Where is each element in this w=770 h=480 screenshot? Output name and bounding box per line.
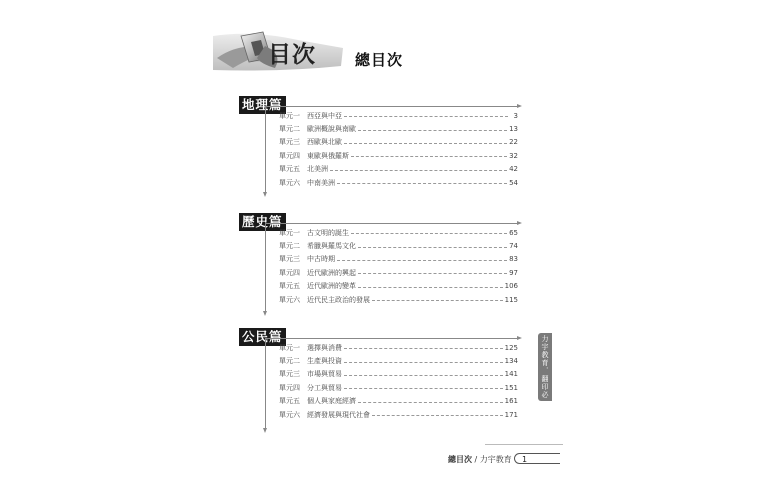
unit-page: 141 [504,370,518,379]
unit-page: 54 [509,178,518,187]
leader-dots [344,362,503,363]
unit-page: 161 [504,397,518,406]
leader-dots [344,348,503,349]
leader-dots [351,156,507,157]
leader-dots [372,300,503,301]
unit-title: 古文明的誕生 [307,228,349,237]
unit-number: 單元五 [279,282,300,291]
leader-dots [337,183,507,184]
unit-page: 3 [513,111,518,120]
toc-entry[interactable] [279,163,518,176]
unit-number: 單元四 [279,268,300,277]
unit-title: 中南美洲 [307,178,335,187]
unit-number: 單元六 [279,295,300,304]
unit-title: 西歐與北歐 [307,138,342,147]
leader-dots [344,116,508,117]
toc-entry[interactable] [279,341,518,354]
footer-label [448,454,512,465]
unit-number: 單元二 [279,125,300,134]
section-rule [265,223,519,224]
leader-dots [358,273,507,274]
unit-number: 單元三 [279,138,300,147]
unit-number: 單元一 [279,228,300,237]
toc-entry[interactable] [279,253,518,266]
unit-title: 近代民主政治的發展 [307,295,370,304]
unit-page: 22 [509,138,518,147]
leader-dots [330,170,507,171]
footer-rule [485,444,563,445]
leader-dots [358,130,507,131]
page-title: 總目次 [355,51,404,69]
unit-number: 單元四 [279,383,300,392]
unit-number: 單元一 [279,111,300,120]
unit-list [279,226,518,306]
unit-list [279,109,518,189]
unit-title: 市場與貿易 [307,370,342,379]
unit-title: 選擇與消費 [307,343,342,352]
toc-entry[interactable] [279,280,518,293]
unit-page: 125 [504,343,518,352]
leader-dots [344,143,507,144]
unit-page: 42 [509,165,518,174]
toc-entry[interactable] [279,293,518,306]
unit-number: 單元四 [279,151,300,160]
unit-page: 97 [509,268,518,277]
unit-list [279,341,518,421]
section-title: 公民篇 [239,328,286,346]
toc-entry[interactable] [279,239,518,252]
toc-entry[interactable] [279,109,518,122]
toc-entry[interactable] [279,122,518,135]
page-number: 1 [514,453,560,464]
unit-title: 西亞與中亞 [307,111,342,120]
unit-title: 近代歐洲的興起 [307,268,356,277]
leader-dots [351,233,507,234]
unit-page: 106 [504,282,518,291]
toc-entry[interactable] [279,408,518,421]
section-rule [265,106,519,107]
unit-number: 單元二 [279,357,300,366]
unit-number: 單元三 [279,255,300,264]
footer-separator: / [472,455,480,464]
section-civics [239,328,519,419]
unit-title: 歐洲概說與南歐 [307,125,356,134]
unit-page: 151 [504,383,518,392]
unit-number: 單元一 [279,343,300,352]
unit-page: 13 [509,125,518,134]
leader-dots [337,260,507,261]
unit-page: 83 [509,255,518,264]
unit-number: 單元五 [279,397,300,406]
section-title: 歷史篇 [239,213,286,231]
unit-title: 東歐與俄羅斯 [307,151,349,160]
toc-entry[interactable] [279,136,518,149]
leader-dots [344,375,503,376]
toc-entry[interactable] [279,354,518,367]
toc-entry[interactable] [279,368,518,381]
unit-title: 北美洲 [307,165,328,174]
unit-title: 生產與投資 [307,357,342,366]
toc-entry[interactable] [279,266,518,279]
leader-dots [372,415,503,416]
banner-title: 目次 [268,36,316,69]
toc-entry[interactable] [279,149,518,162]
unit-number: 單元二 [279,242,300,251]
toc-entry[interactable] [279,395,518,408]
section-title: 地理篇 [239,96,286,114]
unit-title: 希臘與羅馬文化 [307,242,356,251]
section-rule [265,338,519,339]
toc-entry[interactable] [279,176,518,189]
footer-publisher: 力宇教育 [479,455,512,464]
unit-title: 個人與家庭經濟 [307,397,356,406]
unit-title: 中古時期 [307,255,335,264]
unit-page: 65 [509,228,518,237]
leader-dots [358,287,503,288]
unit-number: 單元五 [279,165,300,174]
unit-title: 近代歐洲的變革 [307,282,356,291]
leader-dots [358,402,503,403]
leader-dots [358,247,507,248]
leader-dots [344,388,503,389]
toc-entry[interactable] [279,381,518,394]
toc-entry[interactable] [279,226,518,239]
section-history [239,213,519,304]
section-vertical-rule [265,223,266,313]
side-tab: 力宇教育．翻印必究 [538,333,552,401]
unit-page: 171 [504,410,518,419]
unit-page: 115 [504,295,518,304]
unit-page: 74 [509,242,518,251]
unit-page: 32 [509,151,518,160]
section-vertical-rule [265,106,266,194]
unit-title: 經濟發展與現代社會 [307,410,370,419]
unit-number: 單元六 [279,178,300,187]
unit-number: 單元三 [279,370,300,379]
unit-title: 分工與貿易 [307,383,342,392]
section-geography [239,96,519,187]
footer-section-label: 總目次 [448,455,472,464]
unit-number: 單元六 [279,410,300,419]
unit-page: 134 [504,357,518,366]
section-vertical-rule [265,338,266,430]
